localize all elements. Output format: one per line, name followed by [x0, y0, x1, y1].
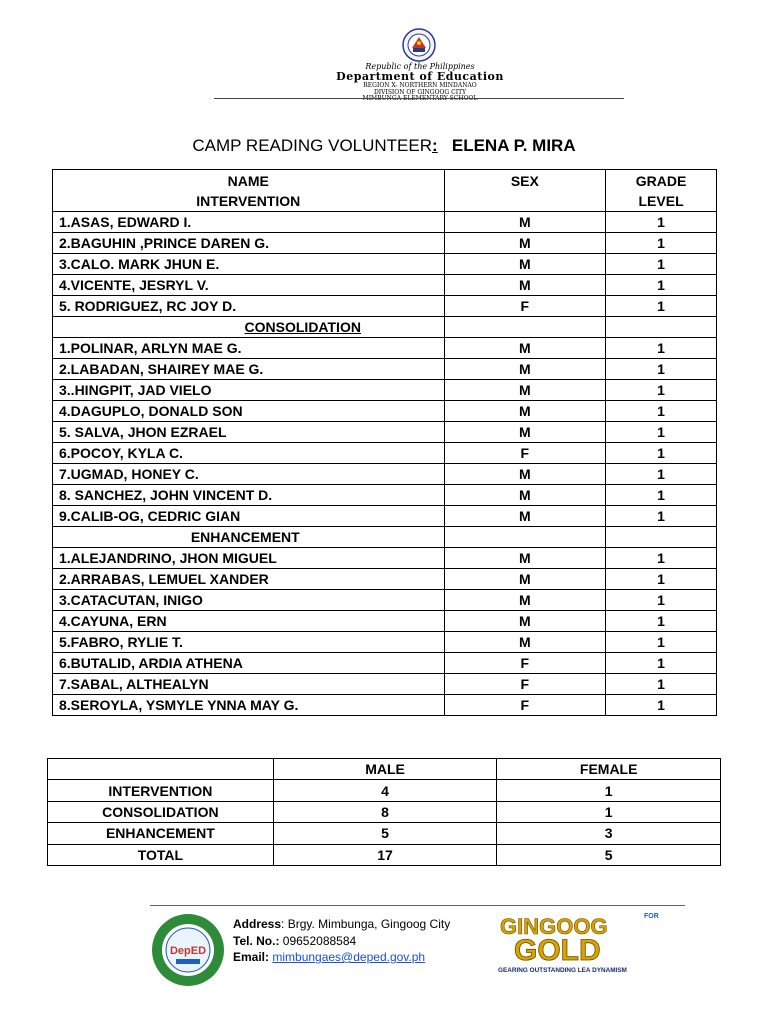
letterhead	[0, 0, 768, 110]
table-row	[53, 296, 717, 317]
division-text: DIVISION OF GINGOOG CITY	[373, 88, 467, 96]
learner-name-cell: 1.POLINAR, ARLYN MAE G.	[53, 338, 445, 359]
learner-name-cell: 1.ASAS, EDWARD I.	[53, 212, 445, 233]
table-row	[53, 611, 717, 632]
learner-sex-cell: M	[444, 569, 606, 590]
table-row	[53, 422, 717, 443]
tel-label: Tel. No.:	[233, 933, 280, 948]
empty-cell	[444, 317, 606, 338]
table-row	[53, 401, 717, 422]
empty-cell	[444, 527, 606, 548]
female-header: FEMALE	[497, 759, 721, 780]
table-row	[53, 464, 717, 485]
learner-name-cell: 4.CAYUNA, ERN	[53, 611, 445, 632]
table-row	[53, 506, 717, 527]
learner-name-cell: 7.UGMAD, HONEY C.	[53, 464, 445, 485]
learner-name-cell: 1.ALEJANDRINO, JHON MIGUEL	[53, 548, 445, 569]
region-text: REGION X- NORTHERN MINDANAO	[363, 82, 477, 89]
table-row	[53, 338, 717, 359]
learner-sex-cell: F	[444, 653, 606, 674]
learner-sex-cell: M	[444, 590, 606, 611]
summary-label-cell: INTERVENTION	[48, 780, 274, 801]
learner-sex-cell: M	[444, 380, 606, 401]
learner-sex-cell: M	[444, 338, 606, 359]
learner-name-cell: 8. SANCHEZ, JOHN VINCENT D.	[53, 485, 445, 506]
learner-name-cell: 3.CATACUTAN, INIGO	[53, 590, 445, 611]
learner-name-cell: 4.DAGUPLO, DONALD SON	[53, 401, 445, 422]
learner-name-cell: 4.VICENTE, JESRYL V.	[53, 275, 445, 296]
school-logo-icon	[150, 912, 226, 988]
sex-header-label: SEX	[510, 173, 539, 189]
learner-name-cell: 2.ARRABAS, LEMUEL XANDER	[53, 569, 445, 590]
learner-grade-cell: 1	[606, 695, 717, 716]
summary-corner-cell	[48, 759, 274, 780]
consolidation-section-cell	[53, 317, 445, 338]
summary-row	[48, 823, 721, 844]
summary-label-cell: TOTAL	[48, 844, 274, 865]
learner-grade-cell: 1	[606, 632, 717, 653]
learner-name-cell: 5.FABRO, RYLIE T.	[53, 632, 445, 653]
learner-grade-cell: 1	[606, 590, 717, 611]
gold-logo-for: FOR	[644, 913, 659, 920]
summary-row	[48, 780, 721, 801]
gold-logo-word-b: GOLD	[514, 934, 601, 967]
learner-grade-cell: 1	[606, 611, 717, 632]
learner-sex-cell: M	[444, 401, 606, 422]
summary-male-cell: 8	[273, 801, 497, 822]
grade-header-label: GRADE	[635, 173, 687, 189]
republic-text: Republic of the Philippines	[365, 62, 475, 71]
learner-grade-cell: 1	[606, 359, 717, 380]
summary-female-cell: 3	[497, 823, 721, 844]
table-row	[53, 674, 717, 695]
learner-grade-cell: 1	[606, 569, 717, 590]
learner-sex-cell: M	[444, 548, 606, 569]
summary-table	[47, 758, 721, 866]
table-row	[53, 590, 717, 611]
table-row	[53, 569, 717, 590]
learner-name-cell: 3..HINGPIT, JAD VIELO	[53, 380, 445, 401]
tel-line	[233, 933, 450, 950]
table-header-row	[53, 170, 717, 212]
consolidation-section-row	[53, 317, 717, 338]
learner-grade-cell: 1	[606, 422, 717, 443]
enhancement-section-label: ENHANCEMENT	[190, 529, 300, 545]
table-row	[53, 695, 717, 716]
contact-block	[233, 916, 450, 966]
learner-sex-cell: M	[444, 464, 606, 485]
learner-sex-cell: M	[444, 275, 606, 296]
summary-row	[48, 801, 721, 822]
learner-name-cell: 5. SALVA, JHON EZRAEL	[53, 422, 445, 443]
learner-grade-cell: 1	[606, 254, 717, 275]
summary-male-cell: 17	[273, 844, 497, 865]
learner-name-cell: 2.BAGUHIN ,PRINCE DAREN G.	[53, 233, 445, 254]
summary-male-cell: 4	[273, 780, 497, 801]
male-header: MALE	[273, 759, 497, 780]
learner-grade-cell: 1	[606, 443, 717, 464]
table-row	[53, 212, 717, 233]
learner-sex-cell: F	[444, 296, 606, 317]
learner-sex-cell: M	[444, 485, 606, 506]
learner-grade-cell: 1	[606, 506, 717, 527]
learner-name-cell: 5. RODRIGUEZ, RC JOY D.	[53, 296, 445, 317]
summary-label-cell: ENHANCEMENT	[48, 823, 274, 844]
learner-name-cell: 9.CALIB-OG, CEDRIC GIAN	[53, 506, 445, 527]
table-row	[53, 254, 717, 275]
learner-sex-cell: F	[444, 443, 606, 464]
learner-grade-cell: 1	[606, 380, 717, 401]
learners-table	[52, 169, 717, 716]
learner-grade-cell: 1	[606, 212, 717, 233]
volunteer-name: ELENA P. MIRA	[451, 136, 576, 155]
summary-female-cell: 1	[497, 801, 721, 822]
learner-name-cell: 6.BUTALID, ARDIA ATHENA	[53, 653, 445, 674]
learner-name-cell: 3.CALO. MARK JHUN E.	[53, 254, 445, 275]
learner-grade-cell: 1	[606, 674, 717, 695]
summary-row	[48, 844, 721, 865]
learner-sex-cell: M	[444, 233, 606, 254]
level-header-label: LEVEL	[638, 193, 684, 209]
name-header	[53, 170, 445, 212]
title-prefix: CAMP READING VOLUNTEER	[192, 136, 433, 155]
table-row	[53, 443, 717, 464]
learner-grade-cell: 1	[606, 338, 717, 359]
department-text: Department of Education	[336, 70, 504, 83]
learner-name-cell: 2.LABADAN, SHAIREY MAE G.	[53, 359, 445, 380]
learner-sex-cell: F	[444, 695, 606, 716]
enhancement-section-row	[53, 527, 717, 548]
summary-male-cell: 5	[273, 823, 497, 844]
learner-grade-cell: 1	[606, 653, 717, 674]
learner-grade-cell: 1	[606, 401, 717, 422]
gingoog-gold-logo-icon	[494, 904, 690, 976]
table-row	[53, 359, 717, 380]
learner-sex-cell: M	[444, 359, 606, 380]
empty-cell	[606, 317, 717, 338]
title-colon: :	[432, 136, 438, 155]
table-row	[53, 632, 717, 653]
learner-sex-cell: M	[444, 611, 606, 632]
email-link[interactable]: mimbungaes@deped.gov.ph	[272, 950, 426, 964]
address-label: Address	[233, 917, 282, 931]
summary-header-row	[48, 759, 721, 780]
enhancement-section-cell	[53, 527, 445, 548]
summary-label-cell: CONSOLIDATION	[48, 801, 274, 822]
email-line	[233, 949, 450, 966]
learner-grade-cell: 1	[606, 296, 717, 317]
tel-value: 09652088584	[279, 933, 357, 948]
grade-header	[606, 170, 717, 212]
learner-name-cell: 7.SABAL, ALTHEALYN	[53, 674, 445, 695]
learner-grade-cell: 1	[606, 275, 717, 296]
table-row	[53, 233, 717, 254]
table-row	[53, 275, 717, 296]
learner-grade-cell: 1	[606, 233, 717, 254]
letterhead-text	[220, 62, 620, 103]
deped-seal-icon	[402, 28, 436, 62]
learner-sex-cell: M	[444, 506, 606, 527]
name-header-label: NAME	[227, 173, 269, 189]
learner-sex-cell: M	[444, 254, 606, 275]
email-label: Email:	[233, 950, 270, 964]
learner-name-cell: 6.POCOY, KYLA C.	[53, 443, 445, 464]
table-row	[53, 485, 717, 506]
address-line	[233, 916, 450, 933]
learner-sex-cell: M	[444, 212, 606, 233]
learner-sex-cell: M	[444, 632, 606, 653]
summary-female-cell: 1	[497, 780, 721, 801]
empty-cell	[606, 527, 717, 548]
page-title	[0, 136, 768, 156]
learner-sex-cell: M	[444, 422, 606, 443]
table-row	[53, 548, 717, 569]
learner-name-cell: 8.SEROYLA, YSMYLE YNNA MAY G.	[53, 695, 445, 716]
school-text: MIMBUNGA ELEMENTARY SCHOOL	[362, 95, 478, 102]
table-row	[53, 380, 717, 401]
table-row	[53, 653, 717, 674]
gold-logo-tagline: GEARING OUTSTANDING LEA DYNAMISM	[498, 967, 627, 974]
learner-sex-cell: F	[444, 674, 606, 695]
consolidation-section-label: CONSOLIDATION	[244, 319, 361, 335]
learner-grade-cell: 1	[606, 548, 717, 569]
school-logo-label: DepED	[169, 945, 207, 957]
sex-header	[444, 170, 606, 212]
gold-logo-word-a: GINGOOG	[500, 914, 608, 939]
summary-female-cell: 5	[497, 844, 721, 865]
learner-grade-cell: 1	[606, 464, 717, 485]
learner-grade-cell: 1	[606, 485, 717, 506]
header-divider	[214, 98, 624, 99]
address-value: : Brgy. Mimbunga, Gingoog City	[281, 917, 451, 931]
intervention-header-label: INTERVENTION	[196, 193, 301, 209]
